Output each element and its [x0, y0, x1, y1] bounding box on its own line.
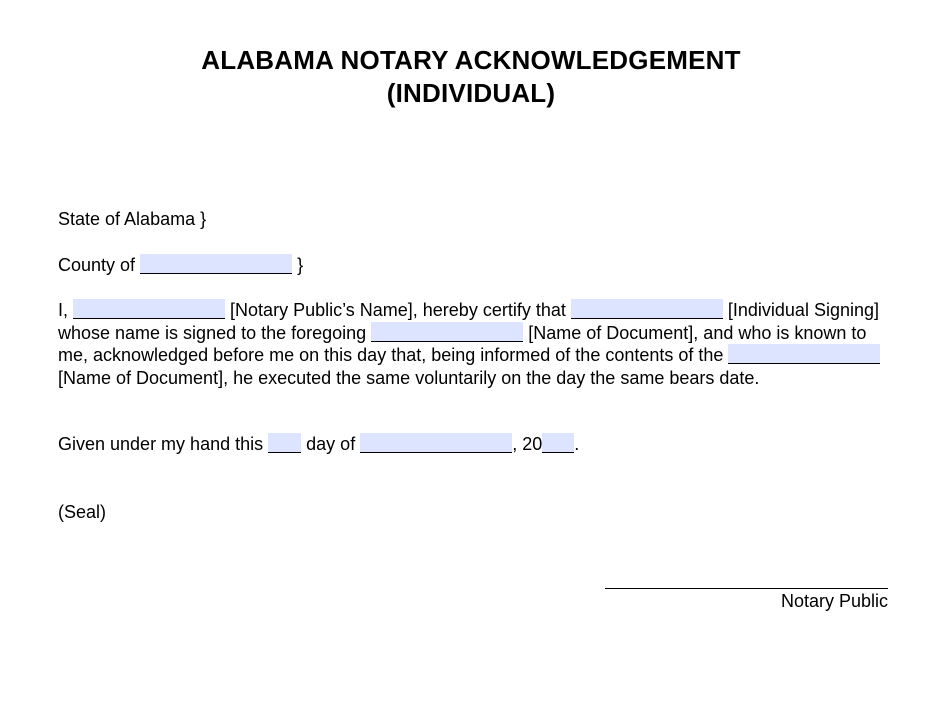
document-title: ALABAMA NOTARY ACKNOWLEDGEMENT [201, 45, 741, 75]
signature-line [605, 588, 888, 589]
para-text-5: [Name of Document], he executed the same voluntarily on the day the same bears date. [58, 367, 760, 388]
para-text-3: [Individual Signing] whose name is signed to the foregoing [58, 300, 879, 343]
para-text-2: [Notary Public’s Name], hereby certify that [230, 300, 566, 320]
county-brace: } [297, 255, 304, 275]
county-line [58, 254, 888, 277]
para-text-4: [Name of Document], and who is known to me, acknowledged before me on this day that, being informed of the contents of the [58, 322, 867, 365]
month-field[interactable] [360, 433, 512, 453]
given-line [58, 433, 888, 456]
given-text-1: Given under my hand this [58, 434, 264, 454]
certification-paragraph [58, 299, 888, 389]
given-text-4: . [574, 434, 580, 454]
seal-label: (Seal) [58, 502, 107, 522]
state-line [58, 208, 888, 231]
individual-signing-field[interactable] [571, 299, 723, 319]
notary-public-label: Notary Public [780, 591, 888, 611]
county-label: County of [58, 255, 136, 275]
year-field[interactable] [542, 433, 574, 453]
given-text-2: day of [306, 434, 356, 454]
document-subtitle: (INDIVIDUAL) [386, 78, 556, 108]
notary-name-field[interactable] [73, 299, 225, 319]
para-text-1: I, [58, 300, 69, 320]
document-name-field-2[interactable] [728, 344, 880, 364]
day-field[interactable] [268, 433, 301, 453]
given-text-3: , 20 [512, 434, 543, 454]
document-name-field-1[interactable] [371, 322, 523, 342]
county-field[interactable] [140, 254, 292, 274]
state-label: State of Alabama } [58, 209, 207, 229]
